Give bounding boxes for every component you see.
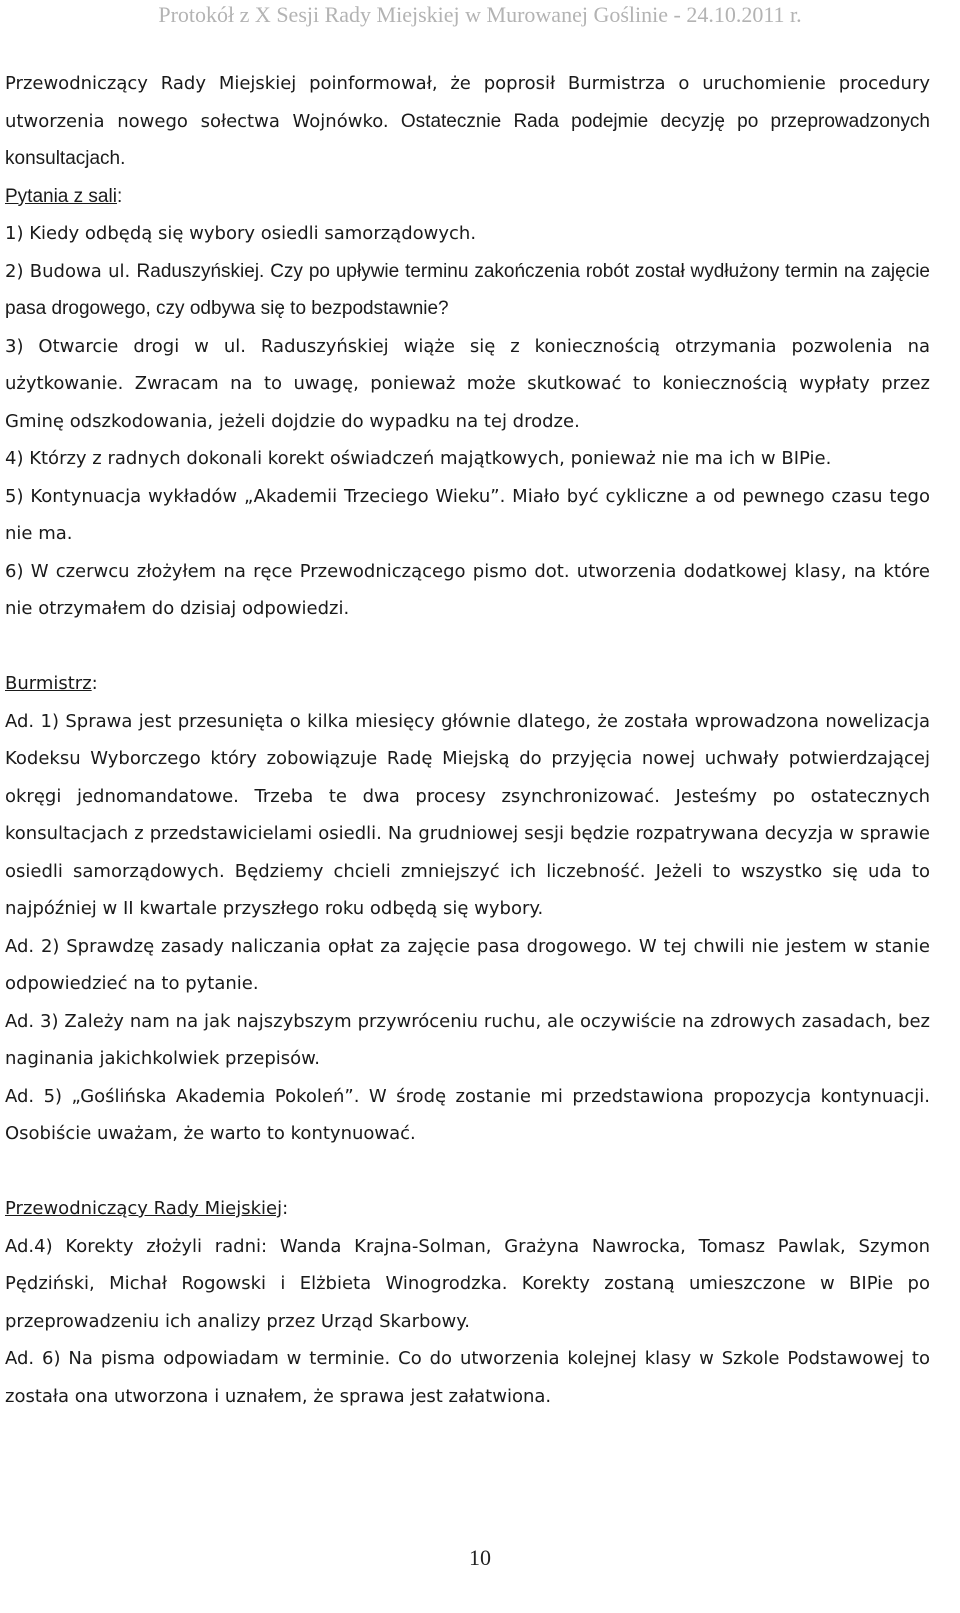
page-header: Protokół z X Sesji Rady Miejskiej w Murowanej Goślinie - 24.10.2011 r. xyxy=(158,2,802,27)
question-2-a: 2) Budowa ul. xyxy=(5,260,137,282)
questions-heading-label: Pytania z sali xyxy=(5,185,117,207)
answer-2: Ad. 2) Sprawdzę zasady naliczania opłat za zajęcie pasa drogowego. W tej chwili nie jestem w stanie odpowiedzieć na to pytanie. xyxy=(5,935,930,994)
heading-colon: : xyxy=(116,185,123,207)
chairman-heading-label: Przewodniczący Rady Miejskiej xyxy=(5,1198,283,1219)
document-body xyxy=(5,65,930,1415)
question-2-b: Raduszyńskiej. Czy po upływie terminu zakończenia robót został wydłużony termin na zajęcie pasa drogowego, czy odbywa się to bezpodstawnie? xyxy=(5,260,930,319)
answer-6: Ad. 6) Na pisma odpowiadam w terminie. Co do utworzenia kolejnej klasy w Szkole Podstawowej to została ona utworzona i uznałem, że sprawa jest załatwiona. xyxy=(5,1348,930,1407)
question-3 xyxy=(5,328,930,441)
spacer xyxy=(5,628,930,666)
mayor-heading-label: Burmistrz xyxy=(5,673,92,694)
chairman-heading xyxy=(5,1190,930,1228)
question-6: 6) W czerwcu złożyłem na ręce Przewodniczącego pismo dot. utworzenia dodatkowej klasy, na które nie otrzymałem do dzisiaj odpowiedzi. xyxy=(5,560,930,619)
intro-text-a: Przewodniczący Rady Miejskiej poinformował, że poprosił Burmistrza o uruchomienie procedury utworzenia nowego sołectwa Wojnówko. xyxy=(5,73,930,132)
mayor-heading xyxy=(5,665,930,703)
answer-1: Ad. 1) Sprawa jest przesunięta o kilka miesięcy głównie dlatego, że została wprowadzona nowelizacja Kodeksu Wyborczego który zobowiązuje Radę Miejską do przyjęcia nowej uchwały potwierdzającej okręgi jednomandatowe. Trzeba te dwa procesy zsynchronizować. Jesteśmy po ostatecznych konsultacjach z przedstawicielami osiedli. Na grudniowej sesji będzie rozpatrywana decyzja w sprawie osiedli samorządowych. Będziemy chcieli zmniejszyć ich liczebność. Jeżeli to wszystko się uda to najpóźniej w II kwartale przyszłego roku odbędą się wybory. xyxy=(5,710,930,919)
spacer xyxy=(5,1153,930,1191)
intro-text-b: Ostatecznie Rada podejmie decyzję po przeprowadzonych konsultacjach. xyxy=(5,110,930,169)
answer-4: Ad.4) Korekty złożyli radni: Wanda Krajna-Solman, Grażyna Nawrocka, Tomasz Pawlak, Szymon Pędziński, Michał Rogowski i Elżbieta Winogrodzka. Korekty zostaną umieszczone w BIPie po przeprowadzeniu ich analizy przez Urząd Skarbowy. xyxy=(5,1235,930,1332)
question-5: 5) Kontynuacja wykładów „Akademii Trzeciego Wieku”. Miało być cykliczne a od pewnego czasu tego nie ma. xyxy=(5,485,930,544)
page-number: 10 xyxy=(469,1545,491,1570)
question-1: 1) Kiedy odbędą się wybory osiedli samorządowych. xyxy=(5,223,477,244)
question-3-a: 3) Otwarcie drogi w ul. xyxy=(5,335,261,357)
heading-colon: : xyxy=(282,1198,289,1219)
questions-heading xyxy=(5,178,930,216)
question-3-b: Raduszyńskiej wiąże się z koniecznością otrzymania pozwolenia na użytkowanie. Zwracam na to uwagę, ponieważ może skutkować to koniecznością wypłaty przez Gminę odszkodowania, jeżeli dojdzie do wypadku na tej drodze. xyxy=(5,335,931,432)
answer-5: Ad. 5) „Goślińska Akademia Pokoleń”. W środę zostanie mi przedstawiona propozycja kontynuacji. Osobiście uważam, że warto to kontynuować. xyxy=(5,1085,930,1144)
question-2 xyxy=(5,253,930,328)
answer-3: Ad. 3) Zależy nam na jak najszybszym przywróceniu ruchu, ale oczywiście na zdrowych zasadach, bez naginania jakichkolwiek przepisów. xyxy=(5,1010,930,1069)
heading-colon: : xyxy=(91,673,98,694)
paragraph-intro xyxy=(5,65,930,178)
question-4: 4) Którzy z radnych dokonali korekt oświadczeń majątkowych, ponieważ nie ma ich w BIPie. xyxy=(5,448,832,469)
